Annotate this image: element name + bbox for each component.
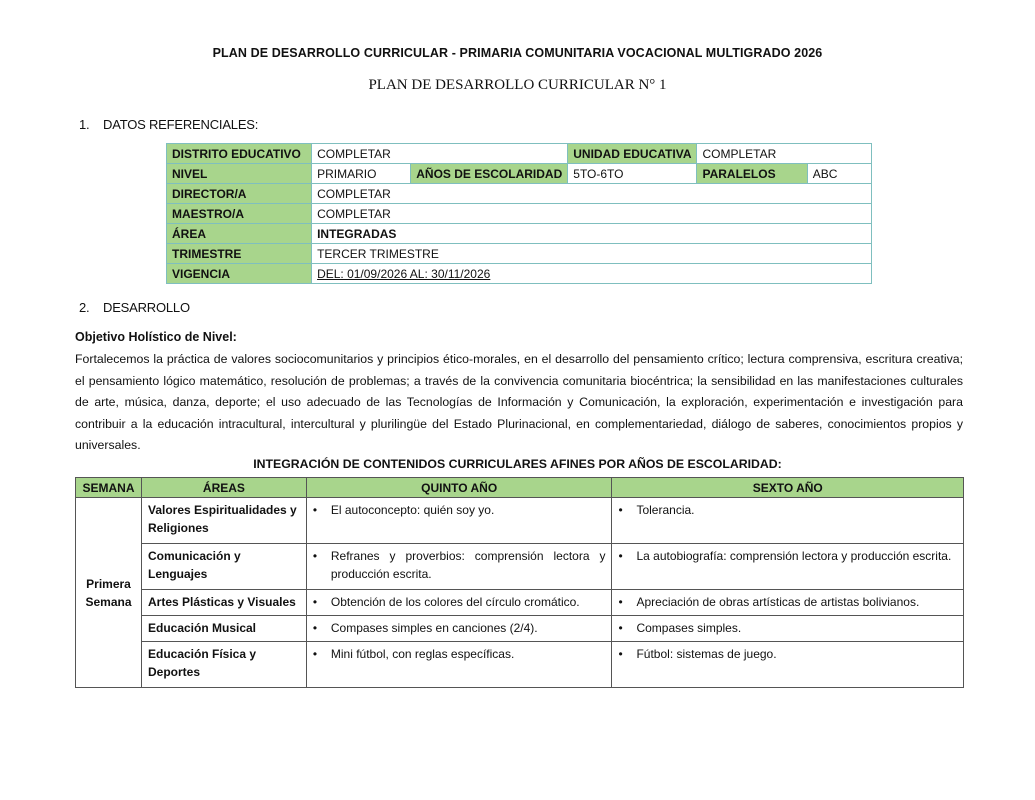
column-header: ÁREAS: [141, 478, 306, 498]
document-title: PLAN DE DESARROLLO CURRICULAR N° 1: [368, 77, 667, 93]
bullet-icon: •: [312, 647, 318, 661]
content-text: Compases simples en canciones (2/4).: [330, 621, 538, 635]
quinto-cell: [306, 616, 612, 642]
sexto-cell: [612, 498, 964, 544]
table-row: [167, 204, 872, 224]
content-text: Apreciación de obras artísticas de artistas bolivianos.: [636, 595, 920, 609]
sexto-cell: [612, 642, 964, 688]
bullet-icon: •: [312, 549, 318, 563]
bullet-icon: •: [618, 503, 623, 517]
table-row: [167, 184, 872, 204]
quinto-cell: [306, 590, 612, 616]
distrito-label: DISTRITO EDUCATIVO: [167, 144, 312, 164]
table-row: [167, 244, 872, 264]
quinto-cell: [306, 498, 612, 544]
column-header: SEMANA: [76, 478, 142, 498]
section-number: 1.: [79, 117, 90, 132]
bullet-icon: •: [618, 647, 623, 661]
referential-data-table: [166, 143, 872, 284]
bullet-icon: •: [618, 549, 623, 563]
column-header: QUINTO AÑO: [306, 478, 612, 498]
integration-title: INTEGRACIÓN DE CONTENIDOS CURRICULARES AFINES POR AÑOS DE ESCOLARIDAD:: [253, 457, 782, 471]
table-header-row: [76, 478, 964, 498]
objective-title: Objetivo Holístico de Nivel:: [75, 330, 237, 344]
table-row: [76, 616, 964, 642]
section-title: DESARROLLO: [103, 300, 190, 315]
quinto-cell: [306, 544, 612, 590]
content-text: Mini fútbol, con reglas específicas.: [330, 647, 515, 661]
maestro-label: MAESTRO/A: [167, 204, 312, 224]
section-number: 2.: [79, 300, 90, 315]
header-title: PLAN DE DESARROLLO CURRICULAR - PRIMARIA COMUNITARIA VOCACIONAL MULTIGRADO 2026: [212, 46, 823, 60]
maestro-value: COMPLETAR: [312, 204, 872, 224]
area-cell: Valores Espiritualidades y Religiones: [141, 498, 306, 544]
content-text: Compases simples.: [636, 621, 742, 635]
sexto-cell: [612, 544, 964, 590]
week-cell: Primera Semana: [76, 498, 142, 688]
objective-text: Fortalecemos la práctica de valores sociocomunitarios y principios ético-morales, en el desarrollo del pensamiento crítico; lectura comprensiva, escritura creativa; el pensamiento lógico matemático, resolución de problemas; a través de la convivencia comunitaria biocéntrica; la sensibilidad en las manifestaciones culturales de arte, música, danza, deporte; el uso adecuado de las Tecnologías de Información y Comunicación, la exploración, experimentación e investigación para contribuir a la educación intracultural, intercultural y plurilingüe del Estado Plurinacional, en complementariedad, diálogo de saberes, conocimientos propios y universales.: [75, 352, 963, 452]
section-heading-datos: [79, 117, 258, 132]
trimestre-label: TRIMESTRE: [167, 244, 312, 264]
area-value: INTEGRADAS: [312, 224, 872, 244]
area-cell: Comunicación y Lenguajes: [141, 544, 306, 590]
bullet-icon: •: [618, 595, 623, 609]
area-cell: Educación Musical: [141, 616, 306, 642]
director-label: DIRECTOR/A: [167, 184, 312, 204]
anos-value: 5TO-6TO: [568, 164, 697, 184]
bullet-icon: •: [312, 595, 318, 609]
distrito-value: COMPLETAR: [312, 144, 568, 164]
vigencia-value: DEL: 01/09/2026 AL: 30/11/2026: [312, 264, 872, 284]
table-row: [167, 224, 872, 244]
content-text: El autoconcepto: quién soy yo.: [330, 503, 495, 517]
vigencia-label: VIGENCIA: [167, 264, 312, 284]
sexto-cell: [612, 590, 964, 616]
table-row: [76, 590, 964, 616]
sexto-cell: [612, 616, 964, 642]
section-title: DATOS REFERENCIALES:: [103, 117, 259, 132]
unidad-value: COMPLETAR: [697, 144, 872, 164]
table-row: [167, 144, 872, 164]
table-row: [76, 642, 964, 688]
bullet-icon: •: [618, 621, 623, 635]
table-row: [76, 544, 964, 590]
area-cell: Educación Física y Deportes: [141, 642, 306, 688]
contents-table: [75, 477, 964, 688]
content-text: Fútbol: sistemas de juego.: [636, 647, 777, 661]
section-heading-desarrollo: [79, 300, 190, 315]
table-row: [76, 498, 964, 544]
table-row: [167, 164, 872, 184]
content-text: La autobiografía: comprensión lectora y producción escrita.: [636, 549, 952, 563]
paralelos-value: ABC: [807, 164, 871, 184]
column-header: SEXTO AÑO: [612, 478, 964, 498]
table-row: [167, 264, 872, 284]
trimestre-value: TERCER TRIMESTRE: [312, 244, 872, 264]
unidad-label: UNIDAD EDUCATIVA: [568, 144, 697, 164]
nivel-value: PRIMARIO: [312, 164, 411, 184]
bullet-icon: •: [312, 503, 318, 517]
quinto-cell: [306, 642, 612, 688]
paralelos-label: PARALELOS: [697, 164, 807, 184]
bullet-icon: •: [312, 621, 318, 635]
content-text: Refranes y proverbios: comprensión lectora y producción escrita.: [330, 549, 606, 581]
director-value: COMPLETAR: [312, 184, 872, 204]
nivel-label: NIVEL: [167, 164, 312, 184]
content-text: Obtención de los colores del círculo cromático.: [330, 595, 580, 609]
content-text: Tolerancia.: [636, 503, 695, 517]
area-cell: Artes Plásticas y Visuales: [141, 590, 306, 616]
anos-label: AÑOS DE ESCOLARIDAD: [411, 164, 568, 184]
area-label: ÁREA: [167, 224, 312, 244]
